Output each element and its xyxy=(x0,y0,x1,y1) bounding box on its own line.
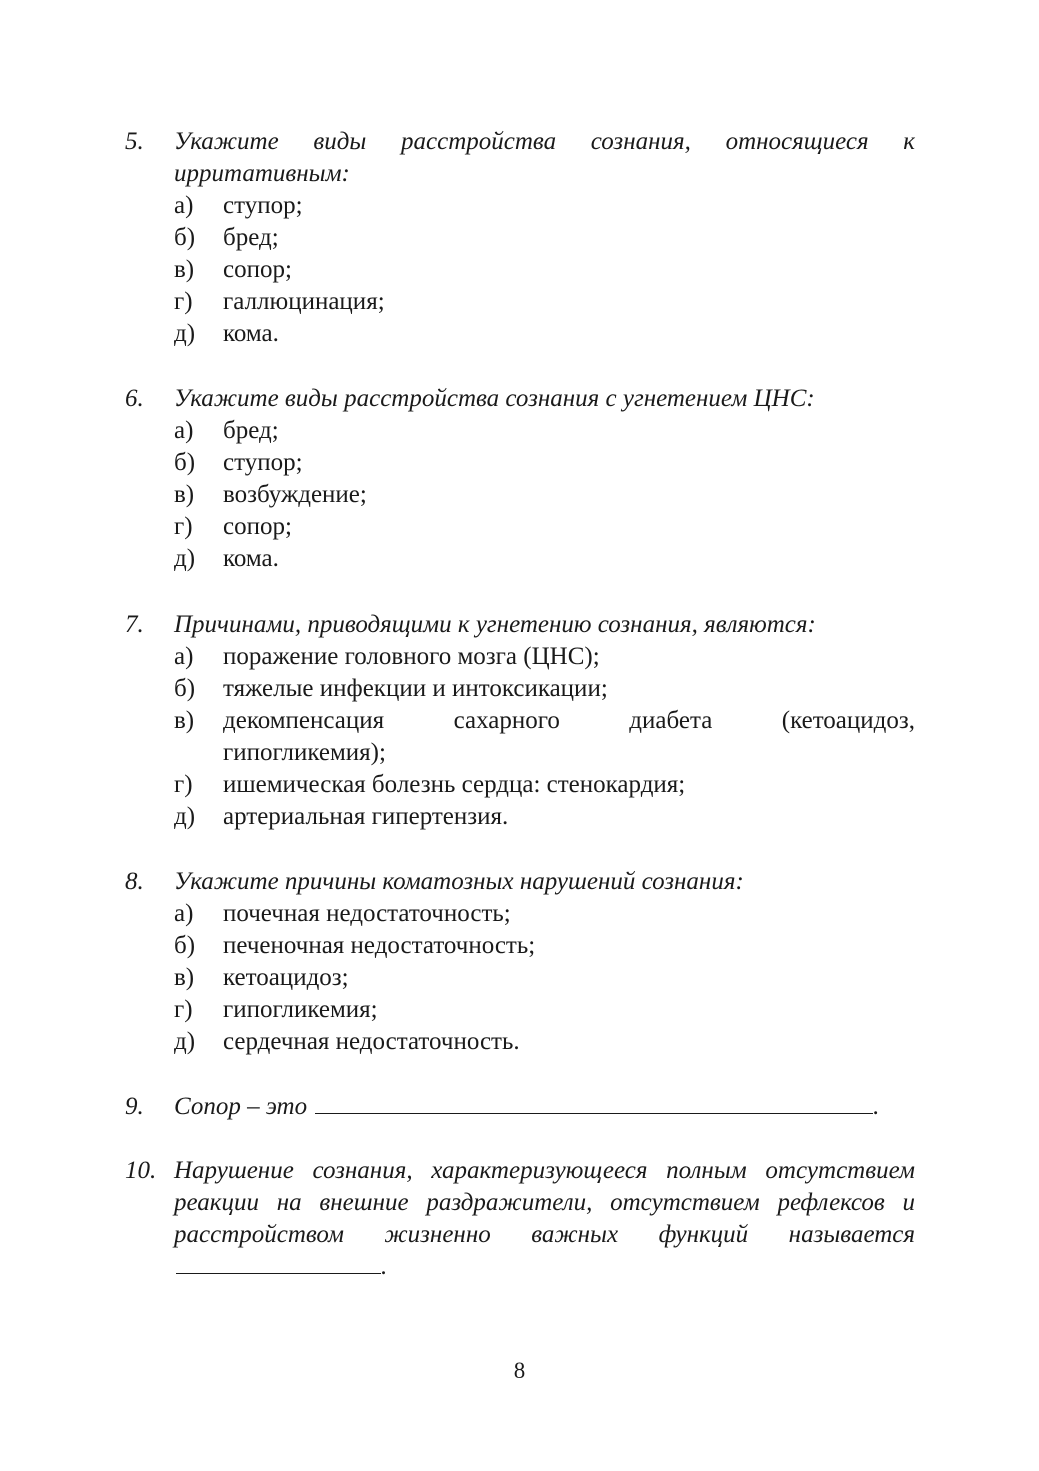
answer-option xyxy=(174,673,915,705)
option-text: кома. xyxy=(223,545,279,572)
question-10 xyxy=(125,1155,915,1283)
option-text: ишемическая болезнь сердца: стенокардия; xyxy=(223,771,686,798)
option-letter: г) xyxy=(174,288,193,315)
answer-option xyxy=(174,318,915,350)
option-letter: а) xyxy=(174,643,194,670)
question-text: Нарушение сознания, характеризующееся полным отсутствием реакции на внешние раздражители, отсутствием рефлексов и расстройством жизненно важных функций называется xyxy=(174,1157,915,1248)
question-9 xyxy=(125,1091,915,1123)
answer-option xyxy=(174,511,915,543)
option-text: кетоацидоз; xyxy=(223,964,349,991)
option-text: тяжелые инфекции и интоксикации; xyxy=(223,675,608,702)
option-letter: б) xyxy=(174,224,196,251)
question-number: 10. xyxy=(125,1157,157,1184)
answer-option xyxy=(174,447,915,479)
option-letter: д) xyxy=(174,803,196,830)
answer-option xyxy=(174,286,915,318)
question-number: 7. xyxy=(125,611,144,638)
option-text: почечная недостаточность; xyxy=(223,900,511,927)
question-end: . xyxy=(381,1253,388,1280)
question-7 xyxy=(125,609,915,833)
option-text: галлюцинация; xyxy=(223,288,385,315)
option-letter: г) xyxy=(174,996,193,1023)
option-text: сопор; xyxy=(223,256,292,283)
option-letter: б) xyxy=(174,449,196,476)
option-letter: д) xyxy=(174,320,196,347)
answer-option xyxy=(174,801,915,833)
answer-option xyxy=(174,1026,915,1058)
option-letter: д) xyxy=(174,545,196,572)
option-letter: в) xyxy=(174,964,195,991)
answer-option xyxy=(174,898,915,930)
option-text: кома. xyxy=(223,320,279,347)
answer-option xyxy=(174,254,915,286)
answer-option xyxy=(174,543,915,575)
option-letter: б) xyxy=(174,675,196,702)
option-text: ступор; xyxy=(223,192,303,219)
question-number: 9. xyxy=(125,1093,144,1120)
option-letter: б) xyxy=(174,932,196,959)
question-number: 5. xyxy=(125,128,144,155)
question-8 xyxy=(125,866,915,1058)
option-letter: в) xyxy=(174,256,195,283)
option-letter: д) xyxy=(174,1028,196,1055)
answer-option xyxy=(174,415,915,447)
option-letter: г) xyxy=(174,771,193,798)
option-text: гипогликемия; xyxy=(223,996,378,1023)
question-6 xyxy=(125,383,915,575)
answer-option xyxy=(174,705,915,769)
answer-option xyxy=(174,769,915,801)
option-text: ступор; xyxy=(223,449,303,476)
answer-option xyxy=(174,641,915,673)
question-text: Укажите причины коматозных нарушений сознания: xyxy=(174,868,744,895)
answer-blank-line[interactable] xyxy=(315,1091,873,1114)
option-text: сердечная недостаточность. xyxy=(223,1028,520,1055)
option-letter: в) xyxy=(174,707,195,734)
question-text: Причинами, приводящими к угнетению сознания, являются: xyxy=(174,611,816,638)
option-text: печеночная недостаточность; xyxy=(223,932,536,959)
answer-option xyxy=(174,190,915,222)
option-text: поражение головного мозга (ЦНС); xyxy=(223,643,600,670)
option-letter: в) xyxy=(174,481,195,508)
option-text: артериальная гипертензия. xyxy=(223,803,509,830)
option-text: декомпенсация сахарного диабета (кетоацидоз, гипогликемия); xyxy=(223,707,915,766)
question-text: Укажите виды расстройства сознания, относящиеся к ирритативным: xyxy=(174,128,915,187)
question-5 xyxy=(125,126,915,350)
answer-option xyxy=(174,930,915,962)
question-text: Сопор – это xyxy=(174,1093,308,1120)
answer-blank-line[interactable] xyxy=(176,1251,381,1274)
answer-option xyxy=(174,479,915,511)
option-letter: а) xyxy=(174,417,194,444)
option-text: сопор; xyxy=(223,513,292,540)
question-text-line xyxy=(174,1091,915,1123)
answer-option xyxy=(174,962,915,994)
answer-option xyxy=(174,222,915,254)
option-letter: а) xyxy=(174,192,194,219)
option-letter: а) xyxy=(174,900,194,927)
question-number: 6. xyxy=(125,385,144,412)
option-letter: г) xyxy=(174,513,193,540)
answer-option xyxy=(174,994,915,1026)
option-text: возбуждение; xyxy=(223,481,367,508)
page-number: 8 xyxy=(513,1358,526,1383)
question-text-block xyxy=(174,1155,915,1283)
option-text: бред; xyxy=(223,417,279,444)
question-number: 8. xyxy=(125,868,144,895)
question-text: Укажите виды расстройства сознания с угнетением ЦНС: xyxy=(174,385,815,412)
option-text: бред; xyxy=(223,224,279,251)
question-end: . xyxy=(873,1093,880,1120)
